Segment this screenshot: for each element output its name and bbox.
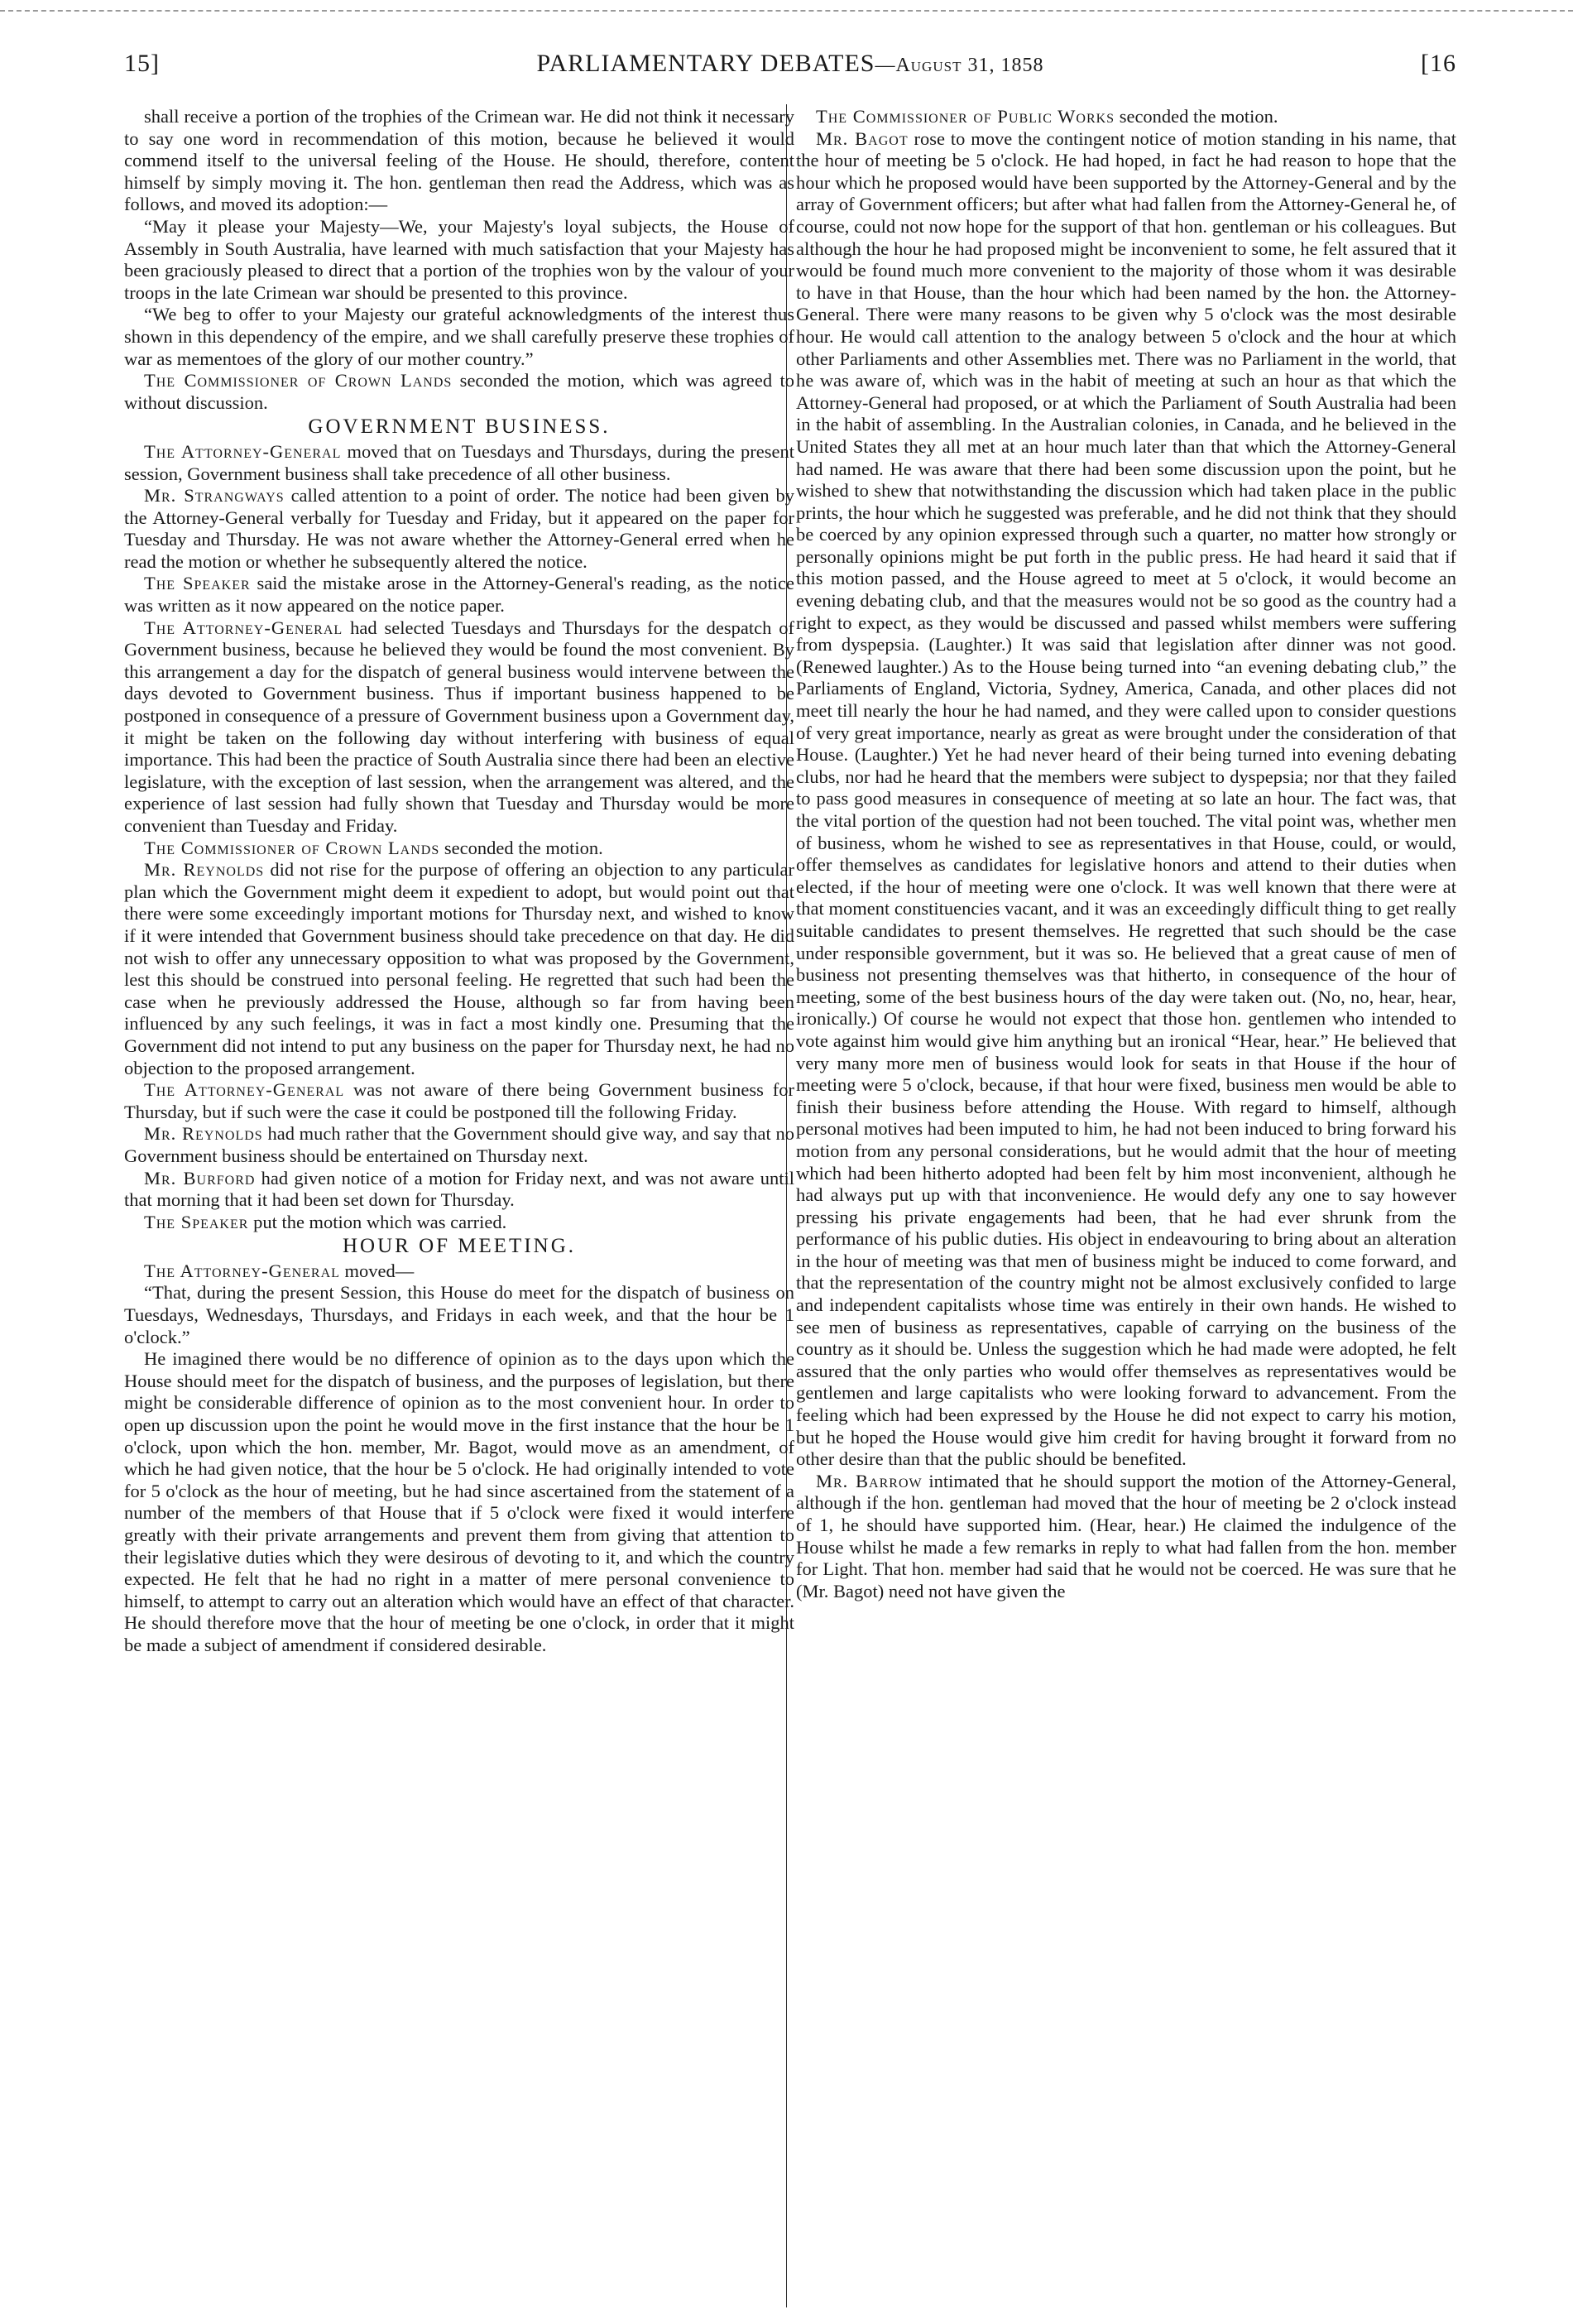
speaker-name: The Attorney-General — [144, 1079, 345, 1101]
left-column — [124, 106, 794, 2307]
speaker-name: The Attorney-General — [144, 1260, 340, 1281]
running-title — [124, 50, 1456, 78]
running-title-main: PARLIAMENTARY DEBATES — [536, 50, 875, 77]
paragraph — [124, 370, 794, 414]
paragraph — [124, 1168, 794, 1212]
page-number-left: 15] — [124, 50, 160, 77]
top-perforation-rule — [0, 10, 1573, 12]
paragraph: He imagined there would be no difference of opinion as to the days upon which the House should meet for the dispatch of business, and the purposes of legislation, but there might be considerable difference of opinion as to the most convenient hour. In order to open up discussion upon the point he would move in the first instance that the hour be 1 o'clock, upon which the hon. member, Mr. Bagot, would move as an amendment, of which he had given notice, that the hour be 5 o'clock. He had originally intended to vote for 5 o'clock as the hour of meeting, but he had since ascertained from the statement of a number of the members of that House that if 5 o'clock were fixed it would interfere greatly with their private arrangements and prevent them from giving that attention to their legislative duties which they were desirous of devoting to it, and which the country expected. He felt that he had no right in a matter of mere personal convenience to himself, to attempt to carry out an alteration which would have an effect of that character. He should therefore move that the hour of meeting be one o'clock, in order that it might be made a subject of amendment if considered desirable. — [124, 1348, 794, 1655]
paragraph-text: moved— — [339, 1260, 415, 1281]
paragraph — [796, 1471, 1456, 1603]
page-header — [124, 50, 1456, 86]
paragraph — [124, 485, 794, 573]
speaker-name: The Commissioner of Crown Lands — [144, 370, 453, 391]
page-number-right: [16 — [1421, 50, 1456, 77]
paragraph — [124, 1123, 794, 1167]
speaker-name: The Speaker — [144, 573, 251, 594]
paragraph-text: had much rather that the Government should give way, and say that no Government business should be entertained on Thursday next. — [124, 1123, 794, 1166]
speaker-name: The Commissioner of Public Works — [816, 106, 1115, 127]
speaker-name: Mr. Reynolds — [144, 1123, 263, 1145]
speaker-name: Mr. Strangways — [144, 485, 285, 507]
paragraph — [124, 838, 794, 860]
running-title-date: —August 31, 1858 — [875, 55, 1044, 76]
quoted-passage: “May it please your Majesty—We, your Majesty's loyal subjects, the House of Assembly in South Australia, have learned with much satisfaction that your Majesty has been graciously pleased to direct that a portion of the trophies won by the valour of your troops in the late Crimean war should be presented to this province. — [124, 215, 794, 303]
paragraph-text: intimated that he should support the motion of the Attorney-General, although if the hon. gentleman had moved that the hour of meeting be 2 o'clock instead of 1, he should have supported him. (Hear, hear.) He claimed the indulgence of the House whilst he made a few remarks in reply to what had fallen from the hon. member for Light. That hon. member had said that he would not be coerced. He was sure that he (Mr. Bagot) need not have given the — [796, 1470, 1456, 1601]
paragraph — [124, 859, 794, 1079]
speaker-name: The Speaker — [144, 1211, 249, 1232]
paragraph-text: put the motion which was carried. — [248, 1211, 507, 1232]
paragraph-text: rose to move the contingent notice of motion standing in his name, that the hour of meeting be 5 o'clock. He had hoped, in fact he had reason to hope that the hour which he proposed would have been supported by the Attorney-General and by the array of Government officers; but after what had fallen from the Attorney-General he, of course, could not now hope for the support of that hon. gentleman or his colleagues. But although the hour he had proposed might be inconvenient to some, he felt assured that it would be found much more convenient to the majority of those whom it was desirable to have in that House, than the hour which had been named by the hon. the Attorney-General. There were many reasons to be given why 5 o'clock was the most desirable hour. He would call attention to the analogy between 5 o'clock and the hour at which other Parliaments and other Assemblies met. There was no Parliament in the world, that he was aware of, which was in the habit of meeting at such an hour as that which the Attorney-General had proposed, or at which the Parliament of South Australia had been in the habit of assembling. In the Australian colonies, in Canada, and he believed in the United States they all met at an hour much later than that which the Attorney-General had named. He was aware that there had been some discussion upon the point, but he wished to shew that notwithstanding the discussion which had taken place in the public prints, the hour which he suggested was preferable, and he did not think that they should be coerced by any opinion expressed through such a quarter, no matter how strongly or personally opinions might be put forth in the public press. He had heard it said that if this motion passed, and the House agreed to meet at 5 o'clock, it would become an evening debating club, and that the measures would not be so good as the country had a right to expect, as they would be discussed and passed whilst members were suffering from dyspepsia. (Laughter.) It was said that legislation after dinner was not good. (Renewed laughter.) As to the House being turned into “an evening debating club,” the Parliaments of England, Victoria, Sydney, America, Canada, and other places did not meet till nearly the hour he had named, and they were called upon to consider questions of very great importance, nearly as great as were brought under the consideration of that House. (Laughter.) Yet he had never heard of their being turned into evening debating clubs, nor had he heard that the members were subject to dyspepsia; nor that they failed to pass good measures in consequence of meeting at so late an hour. The fact was, that the vital portion of the question had not been touched. The vital point was, whether men of business, whom he wished to see as representatives in that House, could, or would, offer themselves as candidates for legislative honors and attend to their duties when elected, if the hour of meeting were one o'clock. It was well known that there were at that moment constituencies vacant, and it was an exceedingly difficult thing to get really suitable candidates to present themselves. He regretted that such should be the case under responsible government, but it was so. He believed that a great cause of men of business not presenting themselves was that hitherto, in consequence of the hour of meeting, some of the best business hours of the day were taken out. (No, no, hear, hear, ironically.) Of course he would not expect that those hon. gentlemen who intended to vote against him would give him anything but an ironical “Hear, hear.” He believed that very many more men of business would look for seats in that House if the hour of meeting were 5 o'clock, because, if that hour were fixed, business men would be able to finish their business before attending the House. With regard to himself, although personal motives had been imputed to him, he had not been induced to bring forward his motion from any personal considerations, but he would admit that the hour of meeting which had been hitherto adopted had been felt by him most inconvenient, although he had always put up with that inconvenience. He would defy any one to say however pressing his private engagements had been, that he had ever shrunk from the performance of his public duties. His object in endeavouring to bring about an alteration in the hour of meeting was that men of business might be induced to come forward, and that the representation of the country might not be almost exclusively confided to large and independent capitalists whose time was entirely in their own hands. He wished to see men of business as representatives, capable of carrying on the business of the country as it should be. Unless the suggestion which he had made were adopted, he felt assured that the only parties who would offer themselves as representatives would be gentlemen and large capitalists who were looking forward to advancement. From the feeling which had been expressed by the House he did not expect to carry his motion, but he hoped the House would give him credit for having brought it forward from no other desire than that the public should be benefited. — [796, 127, 1456, 1470]
paragraph — [124, 1079, 794, 1123]
paragraph-text: seconded the motion. — [439, 837, 603, 858]
paragraph-text: did not rise for the purpose of offering an objection to any particular plan which the Government might deem it expedient to adopt, but would point out that there were some exceedingly important motions for Thursday next, and wished to know if it were intended that Government business should take precedence on that day. He did not wish to offer any unnecessary opposition to what was proposed by the Government, lest this should be construed into personal feeling. He regretted that such had been the case when he previously addressed the House, although so far from having been influenced by any such feelings, it was in fact a most kindly one. Presuming that the Government did not intend to put any business on the paper for Thursday next, he had no objection to the proposed arrangement. — [124, 859, 794, 1078]
paragraph-text: seconded the motion. — [1115, 106, 1278, 127]
speaker-name: The Commissioner of Crown Lands — [144, 837, 440, 858]
paragraph — [124, 1212, 794, 1234]
paragraph — [124, 441, 794, 485]
section-heading: HOUR OF MEETING. — [342, 1235, 577, 1258]
speaker-name: Mr. Burford — [144, 1167, 256, 1188]
quoted-passage: “That, during the present Session, this House do meet for the dispatch of business on Tuesdays, Wednesdays, Thursdays, and Fridays in each week, and that the hour be 1 o'clock.” — [124, 1282, 794, 1347]
paragraph: shall receive a portion of the trophies of the Crimean war. He did not think it necessary to say one word in recommendation of this motion, because he believed it would commend itself to the universal feeling of the House. He should, therefore, content himself by simply moving it. The hon. gentleman then read the Address, which was as follows, and moved its adoption:— — [124, 106, 794, 215]
paragraph-text: seconded the motion, which was agreed to without discussion. — [124, 370, 794, 413]
paragraph — [124, 617, 794, 838]
paragraph — [796, 106, 1456, 128]
paragraph-text: said the mistake arose in the Attorney-General's reading, as the notice was written as it now appeared on the notice paper. — [124, 573, 794, 617]
paragraph — [124, 1260, 794, 1283]
speaker-name: Mr. Barrow — [816, 1470, 923, 1491]
paragraph — [796, 128, 1456, 1471]
speaker-name: The Attorney-General — [144, 440, 342, 462]
paragraph-text: was not aware of there being Government business for Thursday, but if such were the case it could be postponed till the following Friday. — [124, 1079, 794, 1122]
paragraph-text: moved that on Tuesdays and Thursdays, during the present session, Government business shall take precedence of all other business. — [124, 440, 794, 484]
speaker-name: The Attorney-General — [144, 617, 343, 638]
right-column — [796, 106, 1456, 2307]
paragraph-text: called attention to a point of order. The notice had been given by the Attorney-General verbally for Tuesday and Friday, but it appeared on the paper for Tuesday and Thursday. He was not aware whether the Attorney-General erred when he read the motion or whether he subsequently altered the notice. — [124, 485, 794, 572]
speaker-name: Mr. Reynolds — [144, 859, 265, 881]
paragraph-text: had selected Tuesdays and Thursdays for the despatch of Government business, because he believed they would be found the most convenient. By this arrangement a day for the dispatch of general business would intervene between the days devoted to Government business. Thus if important business happened to be postponed in consequence of a pressure of Government business upon a Government day, it might be taken on the following day without interfering with business of equal importance. This had been the practice of South Australia since there had been an elective legislature, with the exception of last session, when the arrangement was altered, and the experience of last session had fully shown that Tuesday and Thursday would be more convenient than Tuesday and Friday. — [124, 617, 794, 836]
quoted-passage: “We beg to offer to your Majesty our grateful acknowledgments of the interest thus shown in this dependency of the empire, and we shall carefully preserve these trophies of war as mementoes of the glory of our mother country.” — [124, 304, 794, 369]
paragraph — [124, 573, 794, 617]
speaker-name: Mr. Bagot — [816, 127, 909, 149]
section-heading: GOVERNMENT BUSINESS. — [308, 415, 611, 439]
paragraph-text: had given notice of a motion for Friday next, and was not aware until that morning that it had been set down for Thursday. — [124, 1167, 794, 1211]
